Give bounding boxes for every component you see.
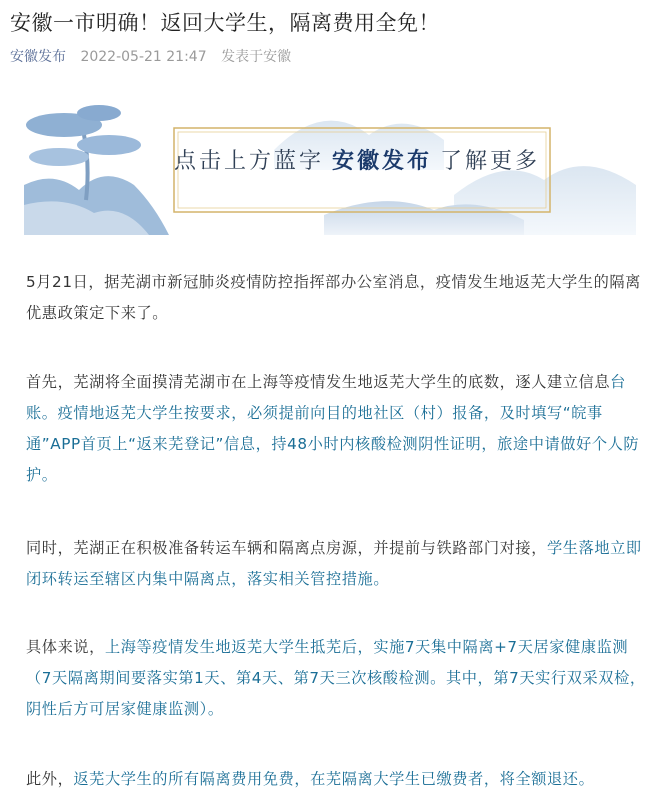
paragraph-4: [26, 632, 652, 725]
banner-prefix: 点击上方蓝字: [174, 149, 325, 174]
publish-datetime: 2022-05-21 21:47: [80, 49, 207, 65]
paragraph-2-text: 首先，芜湖将全面摸清芜湖市在上海等疫情发生地返芜大学生的底数，逐人建立信息: [26, 373, 611, 391]
paragraph-5: [26, 764, 652, 795]
article-title: 安徽一市明确！返回大学生，隔离费用全免！: [10, 11, 440, 35]
pine-foliage: [77, 135, 141, 155]
banner-brand[interactable]: 安徽发布: [332, 149, 433, 174]
paragraph-3: [26, 533, 652, 595]
pine-foliage: [77, 105, 121, 121]
paragraph-1: 5月21日，据芜湖市新冠肺炎疫情防控指挥部办公室消息，疫情发生地返芜大学生的隔离优惠政策定下来了。: [26, 273, 641, 322]
banner-text: [174, 147, 540, 177]
article-meta: [10, 46, 301, 68]
follow-banner[interactable]: [24, 95, 636, 235]
paragraph-3-highlight: 学生落地立即闭环转运至辖区内集中隔离点，落实相关管控措施。: [26, 539, 642, 588]
paragraph-5-highlight: 返芜大学生的所有隔离费用免费，在芜隔离大学生已缴费者，将全额退还。: [73, 770, 595, 788]
paragraph-4-text: 具体来说，: [26, 638, 105, 656]
paragraph-2: [26, 367, 652, 491]
pine-foliage: [29, 148, 89, 166]
publish-location: 发表于安徽: [221, 49, 292, 65]
paragraph-4-highlight: 上海等疫情发生地返芜大学生抵芜后，实施7天集中隔离+7天居家健康监测（7天隔离期间要落实第1天、第4天、第7天三次核酸检测。其中，第7天实行双采双检，阴性后方可居家健康监测）。: [26, 638, 646, 718]
paragraph-3-text: 同时，芜湖正在积极准备转运车辆和隔离点房源，并提前与铁路部门对接，: [26, 539, 547, 557]
paragraph-2-highlight: 台账。疫情地返芜大学生按要求，必须提前向目的地社区（村）报备，及时填写“皖事通”APP首页上“返来芜登记”信息，持48小时内核酸检测阴性证明，旅途中请做好个人防护。: [26, 373, 640, 484]
banner-suffix: 了解更多: [440, 149, 541, 174]
author-link[interactable]: 安徽发布: [10, 49, 66, 65]
paragraph-5-text: 此外，: [26, 770, 74, 788]
